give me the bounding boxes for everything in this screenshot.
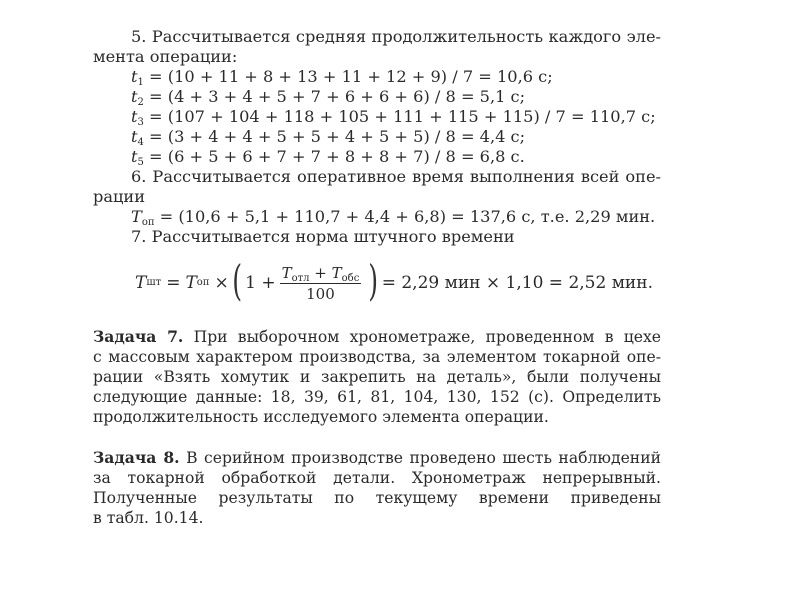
subscript: оп	[141, 217, 155, 228]
var: t	[131, 127, 138, 146]
subscript: 5	[137, 157, 144, 168]
times-sign: ×	[214, 273, 229, 293]
var: t	[131, 87, 138, 106]
task8-label: Задача 8.	[93, 448, 180, 467]
step5-heading-cont: мента операции:	[93, 47, 238, 66]
formula-t4	[131, 127, 525, 147]
subscript: 2	[137, 97, 144, 108]
step7-heading: 7. Рассчитывается норма штучного времени	[131, 227, 515, 246]
formula-t3	[131, 107, 656, 127]
step6-heading: 6. Рассчитывается оперативное время выполнения всей опе-	[131, 167, 661, 186]
task8-line: в табл. 10.14.	[93, 509, 204, 527]
step5-heading: 5. Рассчитывается средняя продолжительность каждого эле-	[131, 27, 661, 46]
task8	[93, 448, 661, 528]
task7-label: Задача 7.	[93, 327, 184, 346]
formula-t-op	[131, 207, 655, 227]
var: t	[131, 67, 138, 86]
task8-text: В серийном производстве проведено шесть наблюдений	[179, 449, 661, 467]
expression: = (4 + 3 + 4 + 5 + 7 + 6 + 6 + 6) / 8 = 5,1 с;	[149, 87, 526, 106]
var: t	[131, 147, 138, 166]
task7-line: следующие данные: 18, 39, 61, 81, 104, 130, 152 (с). Определить	[93, 388, 661, 406]
var: t	[131, 107, 138, 126]
paren-open: (	[231, 256, 242, 305]
subscript: 4	[137, 137, 144, 148]
task7-line	[93, 327, 661, 347]
paren-close: )	[368, 256, 379, 305]
expression: = (10 + 11 + 8 + 13 + 11 + 12 + 9) / 7 = 10,6 с;	[149, 67, 553, 86]
task7-text: При выборочном хронометраже, проведенном в цехе	[183, 328, 661, 346]
formula-t2	[131, 87, 525, 107]
task7-line: продолжительность исследуемого элемента операции.	[93, 408, 549, 426]
formula-t1	[131, 67, 553, 87]
formula-t5	[131, 147, 525, 167]
fraction-numerator	[280, 264, 362, 284]
task8-line: Полученные результаты по текущему времени приведены	[93, 489, 661, 507]
equals: =	[166, 273, 181, 293]
num-var2: T	[331, 263, 342, 282]
expression: = (3 + 4 + 4 + 5 + 5 + 4 + 5 + 5) / 8 = 4,4 с;	[149, 127, 526, 146]
expression: = (6 + 5 + 6 + 7 + 7 + 8 + 8 + 7) / 8 = 6,8 с.	[149, 147, 525, 166]
fraction	[280, 264, 362, 303]
task7-line: с массовым характером производства, за элементом токарной опе-	[93, 348, 661, 366]
lhs-var: T	[135, 273, 147, 293]
op-var: T	[185, 273, 197, 293]
step6-heading-cont: рации	[93, 187, 146, 206]
subscript: 3	[137, 117, 144, 128]
formula-t-sht: T шт = T оп × ( 1 + $\frac{T_{отл} + T_{обс}}{100}$ ) = 2,29 мин × 1,10 = 2,52 мин.	[135, 256, 653, 305]
num-sub1: отл	[291, 272, 310, 284]
expression: = (10,6 + 5,1 + 110,7 + 4,4 + 6,8) = 137,6 с, т.е. 2,29 мин.	[159, 207, 656, 226]
expression: = (107 + 104 + 118 + 105 + 111 + 115 + 115) / 7 = 110,7 с;	[149, 107, 656, 126]
subscript: 1	[137, 77, 144, 88]
task8-line	[93, 448, 661, 468]
fraction-denominator: 100	[306, 284, 335, 303]
num-var1: T	[281, 263, 292, 282]
task8-line: за токарной обработкой детали. Хронометраж непрерывный.	[93, 469, 661, 487]
task7-line: рации «Взять хомутик и закрепить на деталь», были получены	[93, 368, 661, 386]
var: T	[131, 207, 142, 226]
num-sub2: обс	[341, 272, 360, 284]
one-plus: 1 +	[245, 273, 276, 293]
task7	[93, 327, 661, 427]
formula-result: = 2,29 мин × 1,10 = 2,52 мин.	[381, 273, 653, 293]
num-plus: +	[314, 263, 327, 282]
